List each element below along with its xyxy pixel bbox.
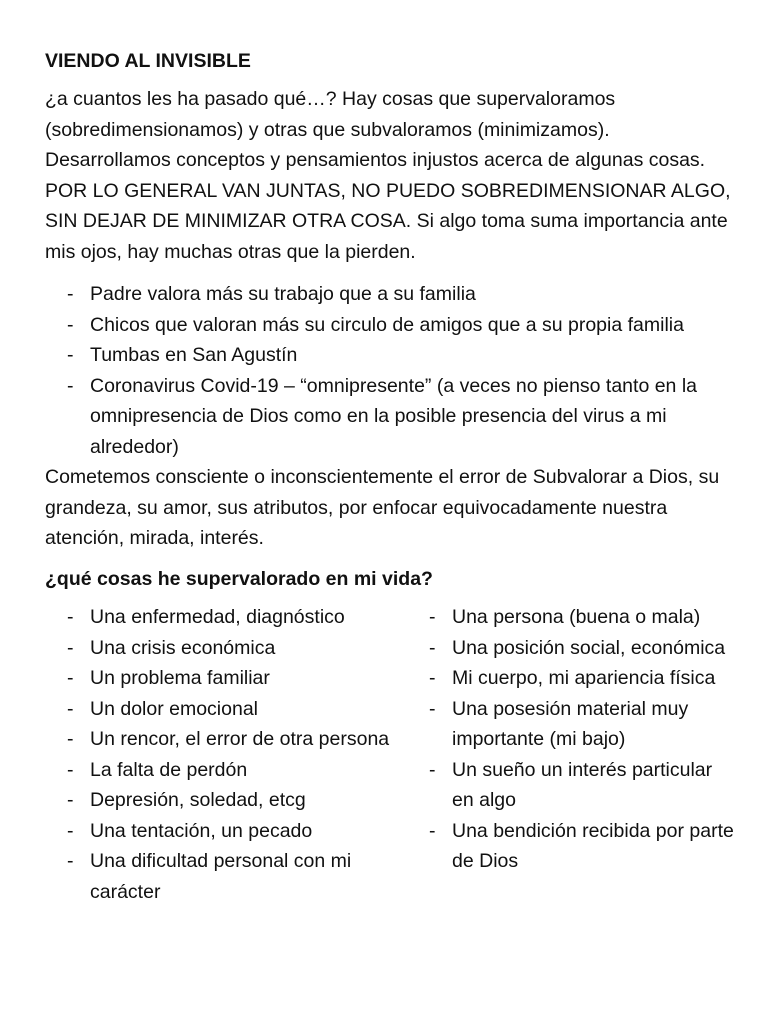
- dash-bullet: -: [67, 313, 74, 336]
- list-item-text: Padre valora más su trabajo que a su familia: [90, 283, 476, 305]
- intro-paragraph: ¿a cuantos les ha pasado qué…? Hay cosas que supervaloramos (sobredimensionamos) y otras que subvaloramos (minimizamos). Desarrollamos conceptos y pensamientos injustos acerca de algunas cosas. POR LO GENERAL VAN JUNTAS, NO PUEDO SOBREDIMENSIONAR ALGO, SIN DEJAR DE MINIMIZAR OTRA COSA. Si algo toma suma importancia ante mis ojos, hay muchas otras que la pierden.: [45, 88, 731, 263]
- list-item: [45, 371, 735, 463]
- list-item: [45, 846, 407, 907]
- list-item-text: Un dolor emocional: [90, 697, 259, 720]
- dash-bullet: -: [67, 374, 74, 397]
- list-item-text: La falta de perdón: [90, 758, 248, 781]
- list-item-text: Coronavirus Covid-19 – “omnipresente” (a veces no pienso tanto en la omnipresencia de Dios como en la posible presencia del virus a mi alrededor): [90, 374, 697, 458]
- list-item: [45, 310, 735, 341]
- right-column-list: [407, 602, 735, 907]
- dash-bullet: -: [67, 697, 74, 720]
- list-item: [45, 279, 735, 310]
- list-item: [407, 663, 735, 694]
- dash-bullet: -: [67, 850, 74, 872]
- list-item-text: Una persona (buena o mala): [452, 606, 701, 628]
- list-item: [45, 816, 407, 847]
- list-item: [45, 633, 407, 664]
- dash-bullet: -: [429, 606, 436, 628]
- two-column-list: [45, 602, 735, 907]
- list-item-text: Una posición social, económica: [452, 636, 726, 659]
- list-item-text: Depresión, soledad, etcg: [90, 789, 306, 811]
- question-heading: ¿qué cosas he supervalorado en mi vida?: [45, 567, 433, 590]
- document-page: [45, 46, 735, 907]
- dash-bullet: -: [67, 636, 74, 659]
- list-item-text: Un rencor, el error de otra persona: [90, 728, 390, 750]
- dash-bullet: -: [429, 758, 436, 781]
- list-item: [407, 694, 735, 755]
- list-item: [45, 785, 407, 816]
- list-item: [45, 663, 407, 694]
- second-paragraph: Cometemos consciente o inconscientemente el error de Subvalorar a Dios, su grandeza, su amor, sus atributos, por enfocar equivocadamente nuestra atención, mirada, interés.: [45, 466, 720, 549]
- list-item-text: Una bendición recibida por parte de Dios: [452, 819, 734, 872]
- list-item-text: Un problema familiar: [90, 667, 270, 689]
- list-item-text: Una crisis económica: [90, 636, 276, 659]
- dash-bullet: -: [67, 819, 74, 842]
- dash-bullet: -: [429, 819, 436, 842]
- dash-bullet: -: [67, 283, 74, 305]
- left-column-list: [45, 602, 407, 907]
- dash-bullet: -: [67, 789, 74, 811]
- list-item: [45, 755, 407, 786]
- list-item: [407, 602, 735, 633]
- list-item: [45, 340, 735, 371]
- list-item: [407, 816, 735, 877]
- document-title: VIENDO AL INVISIBLE: [45, 50, 251, 72]
- dash-bullet: -: [429, 636, 436, 659]
- list-item-text: Tumbas en San Agustín: [90, 344, 298, 366]
- dash-bullet: -: [67, 758, 74, 781]
- dash-bullet: -: [67, 728, 74, 750]
- dash-bullet: -: [429, 697, 436, 720]
- list-item-text: Mi cuerpo, mi apariencia física: [452, 667, 716, 689]
- examples-list: [45, 279, 735, 462]
- list-item-text: Una enfermedad, diagnóstico: [90, 606, 345, 628]
- list-item: [45, 694, 407, 725]
- list-item-text: Chicos que valoran más su circulo de amigos que a su propia familia: [90, 313, 684, 336]
- list-item: [45, 724, 407, 755]
- list-item-text: Un sueño un interés particular en algo: [452, 758, 713, 811]
- list-item: [407, 755, 735, 816]
- list-item: [45, 602, 407, 633]
- dash-bullet: -: [429, 667, 436, 689]
- dash-bullet: -: [67, 344, 74, 366]
- dash-bullet: -: [67, 606, 74, 628]
- list-item: [407, 633, 735, 664]
- list-item-text: Una dificultad personal con mi carácter: [90, 850, 352, 903]
- list-item-text: Una tentación, un pecado: [90, 819, 313, 842]
- dash-bullet: -: [67, 667, 74, 689]
- list-item-text: Una posesión material muy importante (mi bajo): [452, 697, 689, 750]
